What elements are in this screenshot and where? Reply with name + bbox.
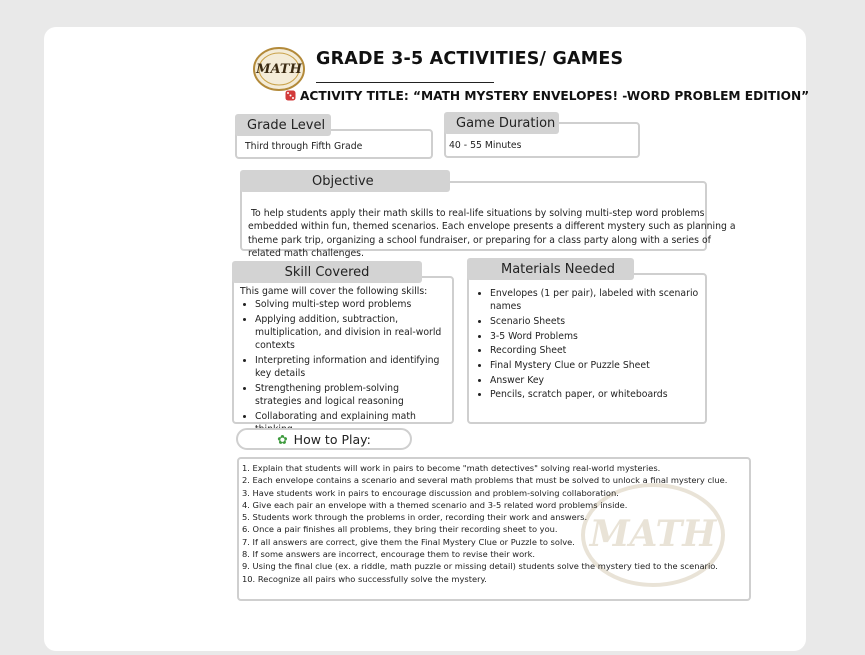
- list-item: • Solving multi-step word problems: [255, 298, 445, 311]
- list-item: 3. Have students work in pairs to encourage discussion and problem-solving collaboration.: [242, 487, 619, 498]
- clover-icon: ✿: [277, 431, 288, 447]
- list-item: • Pencils, scratch paper, or whiteboards: [490, 388, 700, 401]
- list-item: 1. Explain that students will work in pairs to become "math detectives" solving real-world mysteries.: [242, 463, 661, 473]
- objective-line: theme park trip, organizing a school fundraiser, or preparing for a class party along with a series of: [248, 234, 711, 246]
- objective-line: related math challenges.: [248, 247, 364, 259]
- list-item: 9. Using the final clue (ex. a riddle, math puzzle or missing detail) students solve the mystery tied to the scenario.: [242, 561, 718, 572]
- list-item: • Recording Sheet: [490, 344, 700, 357]
- list-item: • Applying addition, subtraction, multiplication, and division in real-world contexts: [255, 313, 445, 353]
- how-to-play-steps: [242, 462, 727, 585]
- skills-content: [240, 285, 445, 438]
- dice-icon: [285, 89, 296, 103]
- list-item: • Final Mystery Clue or Puzzle Sheet: [490, 359, 700, 372]
- materials-list: [475, 287, 700, 402]
- skills-list: [240, 298, 445, 436]
- game-duration-label: Game Duration: [444, 112, 559, 134]
- skills-intro: This game will cover the following skills:: [240, 286, 428, 297]
- svg-text:MATH: MATH: [589, 513, 717, 555]
- materials-label: Materials Needed: [467, 258, 634, 280]
- math-guy-logo-icon: [251, 45, 307, 93]
- grade-level-label: Grade Level: [235, 114, 331, 136]
- how-to-play-label: [236, 428, 412, 450]
- list-item: • 3-5 Word Problems: [490, 330, 700, 343]
- title-underline: [316, 82, 494, 83]
- objective-line: embedded within fun, themed scenarios. Each envelope presents a different mystery such as planning a: [248, 221, 736, 233]
- list-item: 7. If all answers are correct, give them the Final Mystery Clue or Puzzle to solve.: [242, 536, 575, 547]
- list-item: • Scenario Sheets: [490, 315, 700, 328]
- grade-level-value: Third through Fifth Grade: [245, 141, 363, 152]
- objective-label: Objective: [240, 170, 450, 192]
- materials-content: [475, 287, 700, 403]
- skills-label: Skill Covered: [232, 261, 422, 283]
- activity-title: [285, 89, 809, 103]
- game-duration-value: 40 - 55 Minutes: [449, 140, 522, 151]
- list-item: 8. If some answers are incorrect, encourage them to revise their work.: [242, 549, 536, 560]
- list-item: 2. Each envelope contains a scenario and several math problems that must be solved to unlock a final mystery clue.: [242, 475, 728, 486]
- list-item: 5. Students work through the problems in order, recording their work and answers.: [242, 512, 588, 523]
- list-item: • Strengthening problem-solving strategies and logical reasoning: [255, 382, 445, 408]
- page-title: GRADE 3-5 ACTIVITIES/ GAMES: [316, 49, 624, 69]
- list-item: • Interpreting information and identifying key details: [255, 354, 445, 380]
- list-item: 10. Recognize all pairs who successfully solve the mystery.: [242, 573, 487, 584]
- objective-line: To help students apply their math skills to real-life situations by solving multi-step word problems: [248, 208, 705, 220]
- list-item: 6. Once a pair finishes all problems, they bring their recording sheet to you.: [242, 524, 558, 535]
- list-item: 4. Give each pair an envelope with a themed scenario and 3-5 related word problems inside.: [242, 499, 628, 510]
- logo-text: MATH: [256, 62, 302, 77]
- list-item: • Collaborating and explaining math: [255, 410, 445, 436]
- activity-title-text: ACTIVITY TITLE: “MATH MYSTERY ENVELOPES! -WORD PROBLEM EDITION”: [300, 89, 810, 103]
- list-item: • Envelopes (1 per pair), labeled with scenario names: [490, 287, 700, 313]
- how-to-play-text: How to Play:: [293, 431, 371, 447]
- list-item: • Answer Key: [490, 374, 700, 387]
